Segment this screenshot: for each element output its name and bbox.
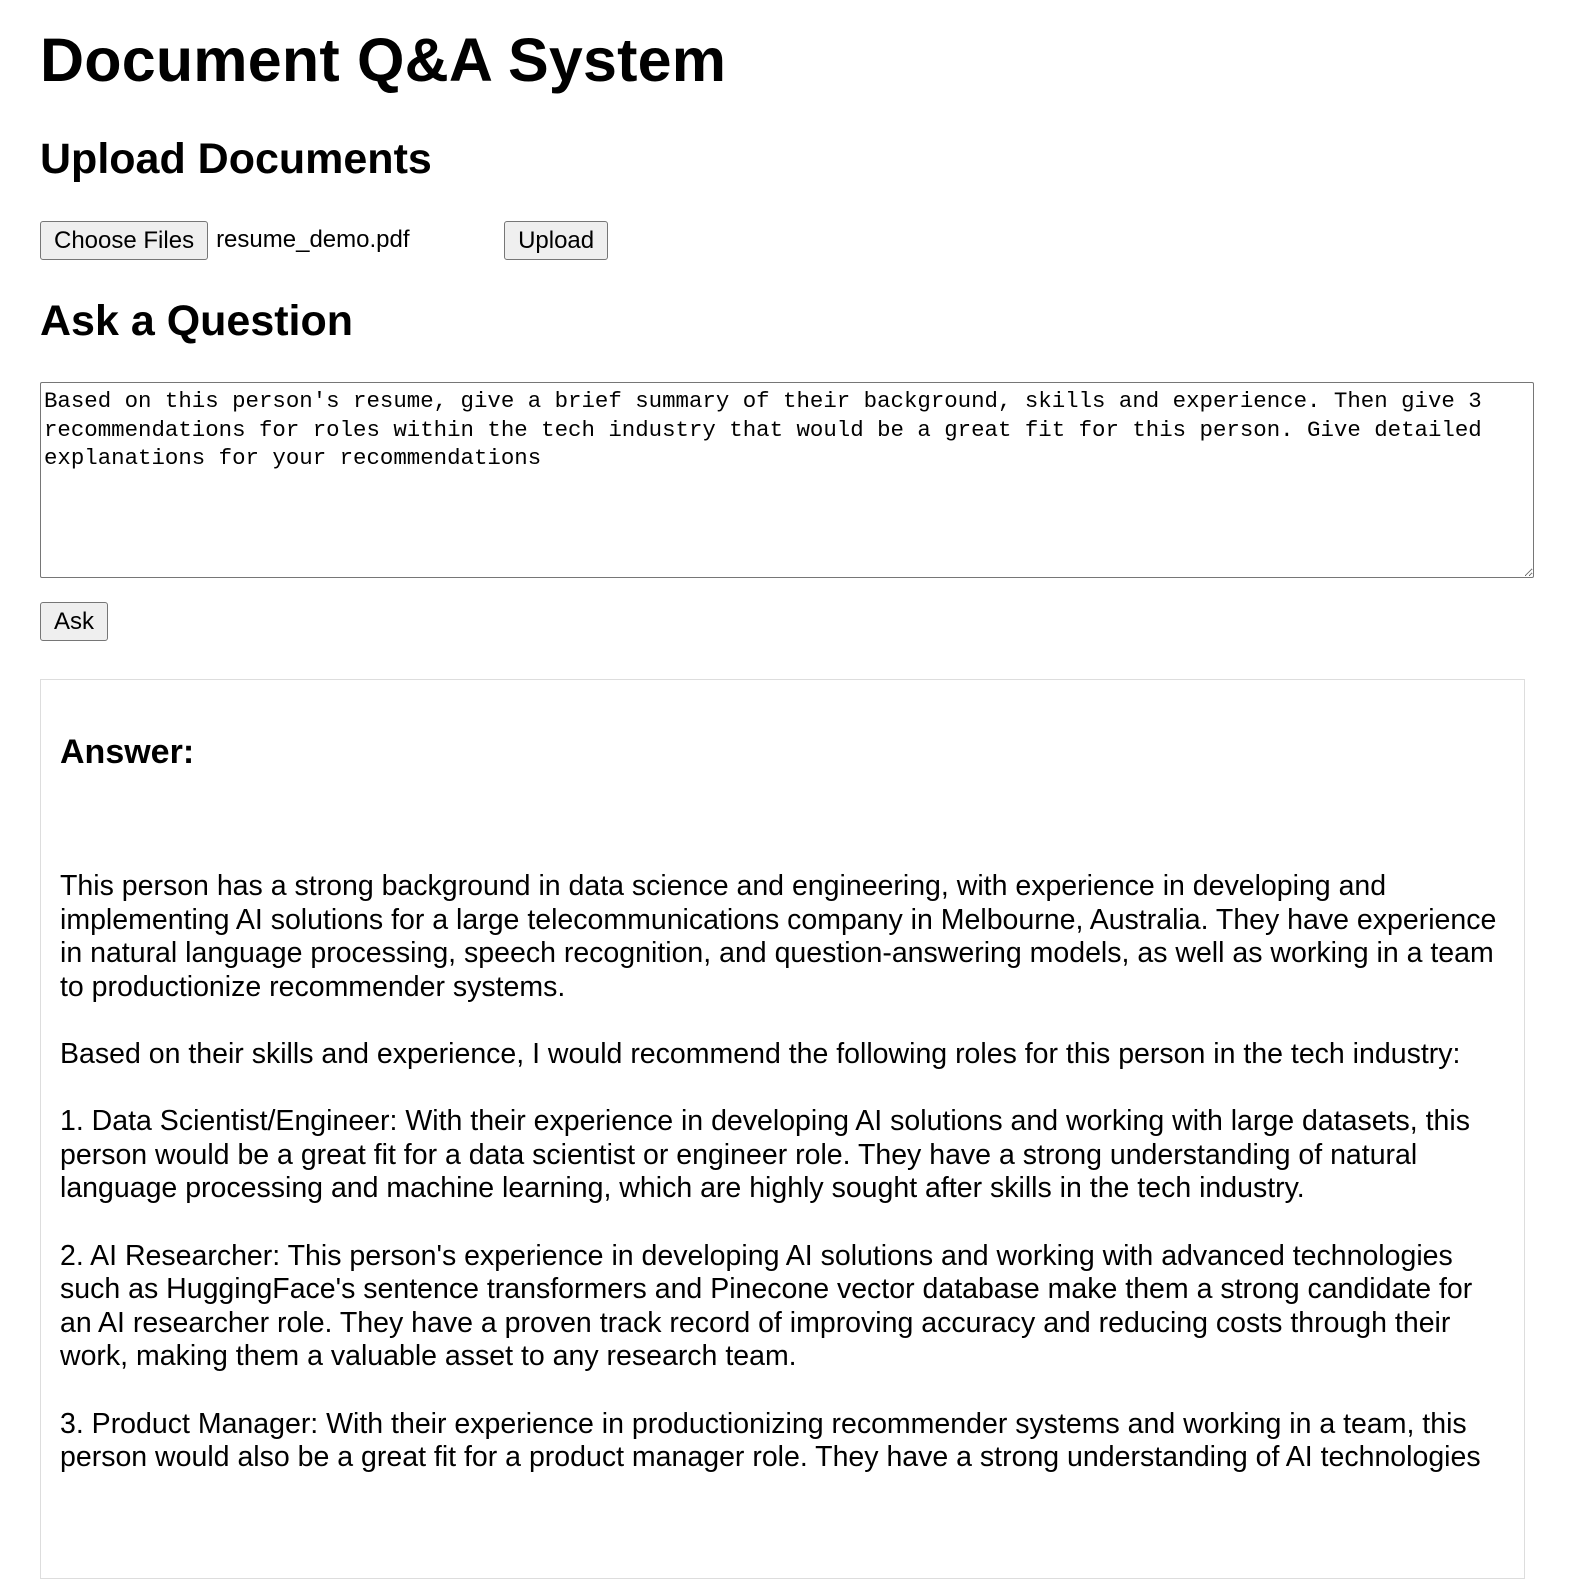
- page-title: Document Q&A System: [40, 26, 727, 94]
- ask-button[interactable]: Ask: [40, 602, 108, 641]
- answer-text: [60, 870, 1505, 1475]
- ask-section-heading: Ask a Question: [40, 297, 354, 345]
- selected-file-name: resume_demo.pdf: [216, 226, 410, 253]
- answer-heading: Answer:: [60, 733, 195, 771]
- upload-section-heading: Upload Documents: [40, 135, 432, 183]
- answer-panel: [40, 679, 1525, 1579]
- answer-paragraph: 3. Product Manager: With their experience in productionizing recommender systems and working in a team, this person would also be a great fit for a product manager role. They have a strong understanding of AI technologies: [60, 1407, 1481, 1474]
- answer-paragraph: 1. Data Scientist/Engineer: With their experience in developing AI solutions and working with large datasets, this person would be a great fit for a data scientist or engineer role. They have a strong understanding of natural language processing and machine learning, which are highly sought after skills in the tech industry.: [60, 1105, 1470, 1205]
- answer-paragraph: Based on their skills and experience, I would recommend the following roles for this person in the tech industry:: [60, 1037, 1461, 1070]
- answer-paragraph: This person has a strong background in data science and engineering, with experience in developing and implementing AI solutions for a large telecommunications company in Melbourne, Australia. They have experience in natural language processing, speech recognition, and question-answering models, as well as working in a team to productionize recommender systems.: [60, 870, 1497, 1003]
- question-input[interactable]: [40, 382, 1534, 578]
- upload-form: [40, 220, 1545, 260]
- answer-paragraph: 2. AI Researcher: This person's experience in developing AI solutions and working with advanced technologies such as HuggingFace's sentence transformers and Pinecone vector database make them a strong candidate for an AI researcher role. They have a proven track record of improving accuracy and reducing costs through their work, making them a valuable asset to any research team.: [60, 1239, 1473, 1373]
- upload-button[interactable]: Upload: [504, 221, 608, 260]
- choose-files-button[interactable]: Choose Files: [40, 221, 208, 260]
